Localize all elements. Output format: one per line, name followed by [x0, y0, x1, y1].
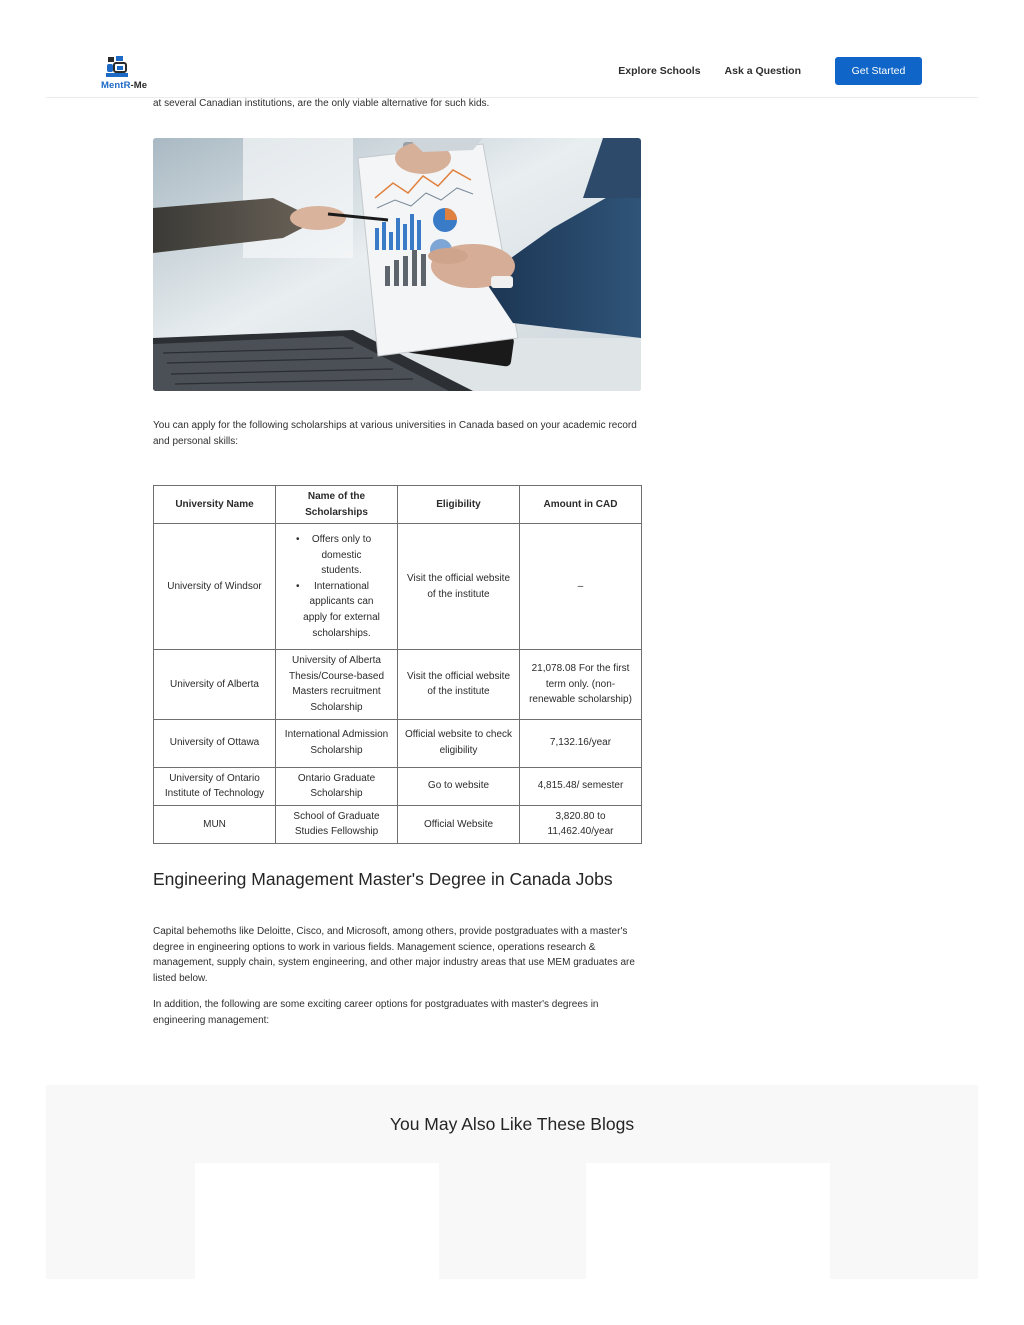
cell-scholarship: International Admission Scholarship	[276, 719, 398, 767]
table-row	[154, 767, 642, 805]
blog-card[interactable]	[586, 1163, 830, 1279]
section-paragraph-2: In addition, the following are some exciting career options for postgraduates with master's degrees in engineering management:	[153, 999, 599, 1026]
section-paragraph-1: Capital behemoths like Deloitte, Cisco, and Microsoft, among others, provide postgraduates with a master's degree in engineering options to work in various fields. Management science, operations research & management, supply chain, system engineering, and other major industry areas that use MEM graduates are listed below.	[153, 926, 635, 984]
main-nav	[618, 57, 922, 85]
list-item: • International applicants can apply for external scholarships.	[280, 579, 393, 641]
column-header-eligibility: Eligibility	[398, 486, 520, 524]
cell-amount: 7,132.16/year	[520, 719, 642, 767]
cell-amount: 4,815.48/ semester	[520, 767, 642, 805]
cell-scholarship: Ontario Graduate Scholarship	[276, 767, 398, 805]
section-heading: Engineering Management Master's Degree in Canada Jobs	[153, 869, 613, 889]
table-row	[154, 805, 642, 843]
related-blogs-title: You May Also Like These Blogs	[389, 1114, 635, 1134]
cell-eligibility: Go to website	[398, 767, 520, 805]
cell-scholarship: University of Alberta Thesis/Course-based Masters recruitment Scholarship	[276, 650, 398, 719]
cell-university: University of Ottawa	[154, 719, 276, 767]
table-header-row	[154, 486, 642, 524]
column-header-scholarship: Name of the Scholarships	[276, 486, 398, 524]
logo-mark-icon	[101, 56, 155, 80]
cell-eligibility: Visit the official website of the institute	[398, 524, 520, 650]
cell-amount: 3,820.80 to 11,462.40/year	[520, 805, 642, 843]
nav-ask-question[interactable]: Ask a Question	[724, 65, 801, 77]
cell-scholarship: School of Graduate Studies Fellowship	[276, 805, 398, 843]
business-analysis-illustration	[153, 138, 641, 391]
hero-image	[153, 138, 641, 391]
related-blogs-section	[46, 1085, 978, 1279]
table-row	[154, 524, 642, 650]
get-started-button[interactable]: Get Started	[835, 57, 922, 85]
cell-amount: –	[520, 524, 642, 650]
cell-university: University of Windsor	[154, 524, 276, 650]
column-header-amount: Amount in CAD	[520, 486, 642, 524]
site-header	[46, 44, 978, 98]
table-row	[154, 650, 642, 719]
cell-university: University of Ontario Institute of Technology	[154, 767, 276, 805]
table-row	[154, 719, 642, 767]
cell-university: MUN	[154, 805, 276, 843]
list-item: • Offers only to domestic students.	[280, 532, 393, 579]
cell-eligibility: Official Website	[398, 805, 520, 843]
cell-eligibility: Visit the official website of the institute	[398, 650, 520, 719]
scholarship-table	[153, 485, 642, 844]
cell-amount: 21,078.08 For the first term only. (non-renewable scholarship)	[520, 650, 642, 719]
cell-scholarship	[276, 524, 398, 650]
logo-text	[101, 80, 147, 91]
cell-eligibility: Official website to check eligibility	[398, 719, 520, 767]
cell-university: University of Alberta	[154, 650, 276, 719]
column-header-university: University Name	[154, 486, 276, 524]
nav-explore-schools[interactable]: Explore Schools	[618, 65, 701, 77]
scholarship-intro-paragraph: You can apply for the following scholarships at various universities in Canada based on your academic record and personal skills:	[153, 420, 637, 447]
logo-text-me: -Me	[130, 80, 148, 91]
scholarship-bullet-list	[280, 532, 393, 641]
logo[interactable]	[101, 56, 155, 90]
intro-paragraph-tail: at several Canadian institutions, are the only viable alternative for such kids.	[153, 98, 490, 109]
logo-text-mentr: MentR	[101, 80, 131, 91]
blog-card[interactable]	[195, 1163, 439, 1279]
